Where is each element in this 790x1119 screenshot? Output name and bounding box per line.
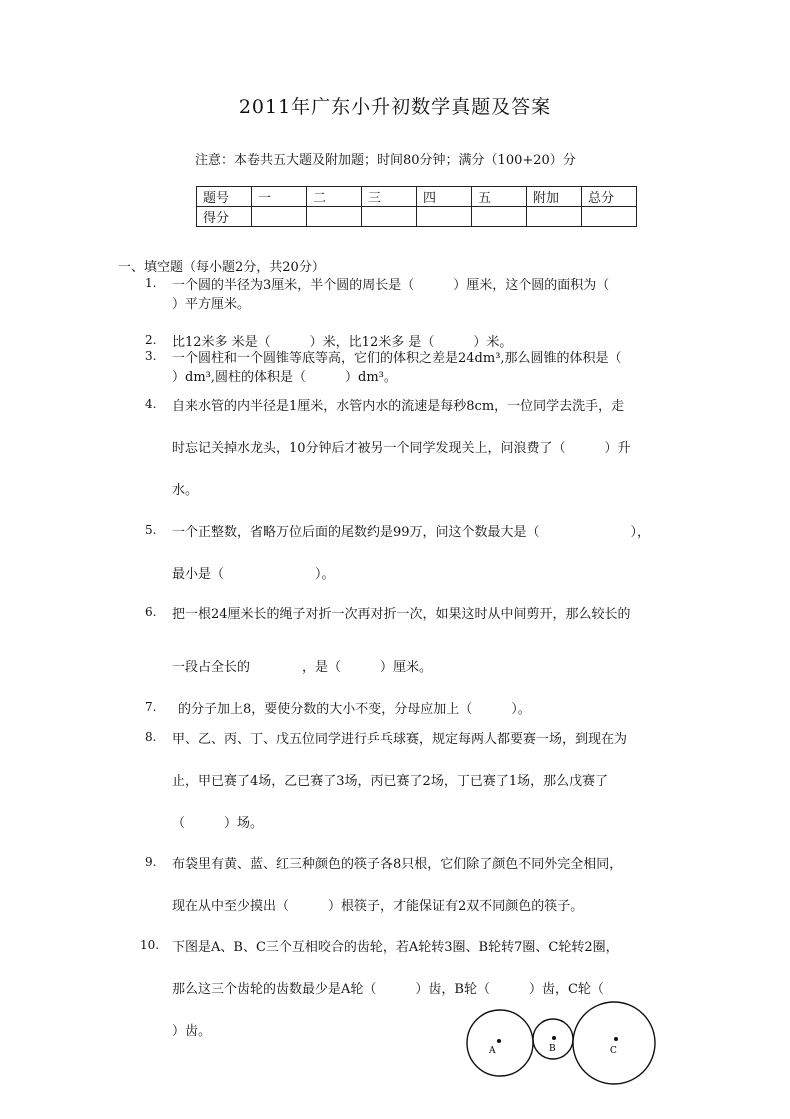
question-number: 9. [145,855,157,869]
question-10-line-1: 下图是A、B、C三个互相咬合的齿轮，若A轮转3圈、B轮转7圈、C轮转2圈， [172,940,619,955]
exam-note: 注意：本卷共五大题及附加题；时间80分钟；满分（100+20）分 [195,153,576,168]
score-header-cell: 三 [362,187,417,207]
gear-a-circle [467,1010,533,1076]
section-heading: 一、填空题（每小题2分，共20分） [118,260,325,275]
score-header-cell: 二 [307,187,362,207]
question-9-line-1: 布袋里有黄、蓝、红三种颜色的筷子各8只根，它们除了颜色不同外完全相同， [172,857,623,872]
question-10-line-3: ）齿。 [172,1024,212,1039]
score-row-label: 得分 [197,207,252,227]
question-number: 2. [145,333,157,347]
question-number: 6. [145,605,157,619]
score-cell [527,207,582,227]
question-1-line-1: 一个圆的半径为3厘米，半个圆的周长是（ ）厘米，这个圆的面积为（ [172,278,610,293]
score-cell [472,207,527,227]
gear-b-label: B [549,1044,556,1054]
gear-c-circle [573,1002,655,1084]
question-number: 5. [145,523,157,537]
question-3-line-1: 一个圆柱和一个圆锥等底等高，它们的体积之差是24dm³,那么圆锥的体积是（ [172,351,622,366]
page-title: 2011年广东小升初数学真题及答案 [238,96,552,118]
score-header-cell: 总分 [582,187,637,207]
question-8-line-2: 止，甲已赛了4场，乙已赛了3场，丙已赛了2场，丁已赛了1场，那么戊赛了 [172,774,609,789]
score-cell [362,207,417,227]
score-cell [582,207,637,227]
question-number: 3. [145,349,157,363]
score-header-cell: 题号 [197,187,252,207]
score-header-cell: 一 [252,187,307,207]
question-5-line-1: 一个正整数，省略万位后面的尾数约是99万，问这个数最大是（ ）， [172,525,651,540]
question-4-line-2: 时忘记关掉水龙头，10分钟后才被另一个同学发现关上，问浪费了（ ）升 [172,441,631,456]
question-5-line-2: 最小是（ ）。 [172,567,335,582]
gear-b-center [552,1036,556,1040]
score-cell [417,207,472,227]
gear-a-label: A [489,1046,496,1056]
question-number: 10. [140,938,160,952]
score-cell [307,207,362,227]
question-2-line-1: 比12米多 米是（ ）米，比12米多 是（ ）米。 [172,335,513,350]
question-7-line-1: 的分子加上8，要使分数的大小不变，分母应加上（ ）。 [178,702,531,717]
question-number: 7. [145,700,157,714]
question-10-line-2: 那么这三个齿轮的齿数最少是A轮（ ）齿，B轮（ ）齿，C轮（ [172,982,604,997]
score-table [196,186,637,227]
gears-figure [464,998,664,1098]
score-table-header-row [197,187,637,207]
question-4-line-1: 自来水管的内半径是1厘米，水管内水的流速是每秒8cm，一位同学去洗手，走 [172,399,625,414]
score-cell [252,207,307,227]
question-4-line-3: 水。 [172,483,199,498]
question-6-line-1: 把一根24厘米长的绳子对折一次再对折一次，如果这时从中间剪开，那么较长的 [172,607,631,622]
question-6-line-2: 一段占全长的 ，是（ ）厘米。 [172,660,433,675]
question-number: 4. [145,397,157,411]
question-8-line-3: （ ）场。 [172,816,264,831]
question-8-line-1: 甲、乙、丙、丁、戊五位同学进行乒乓球赛，规定每两人都要赛一场，到现在为 [172,732,628,747]
gear-c-label: C [610,1046,617,1056]
score-table-score-row [197,207,637,227]
score-header-cell: 附加 [527,187,582,207]
question-9-line-2: 现在从中至少摸出（ ）根筷子，才能保证有2双不同颜色的筷子。 [172,899,584,914]
score-header-cell: 五 [472,187,527,207]
question-number: 1. [145,276,157,290]
gear-c-center [614,1037,618,1041]
question-1-line-2: ）平方厘米。 [172,297,251,312]
question-number: 8. [145,730,157,744]
score-header-cell: 四 [417,187,472,207]
question-3-line-2: ）dm³,圆柱的体积是（ ）dm³。 [172,370,397,385]
gear-a-center [497,1039,501,1043]
